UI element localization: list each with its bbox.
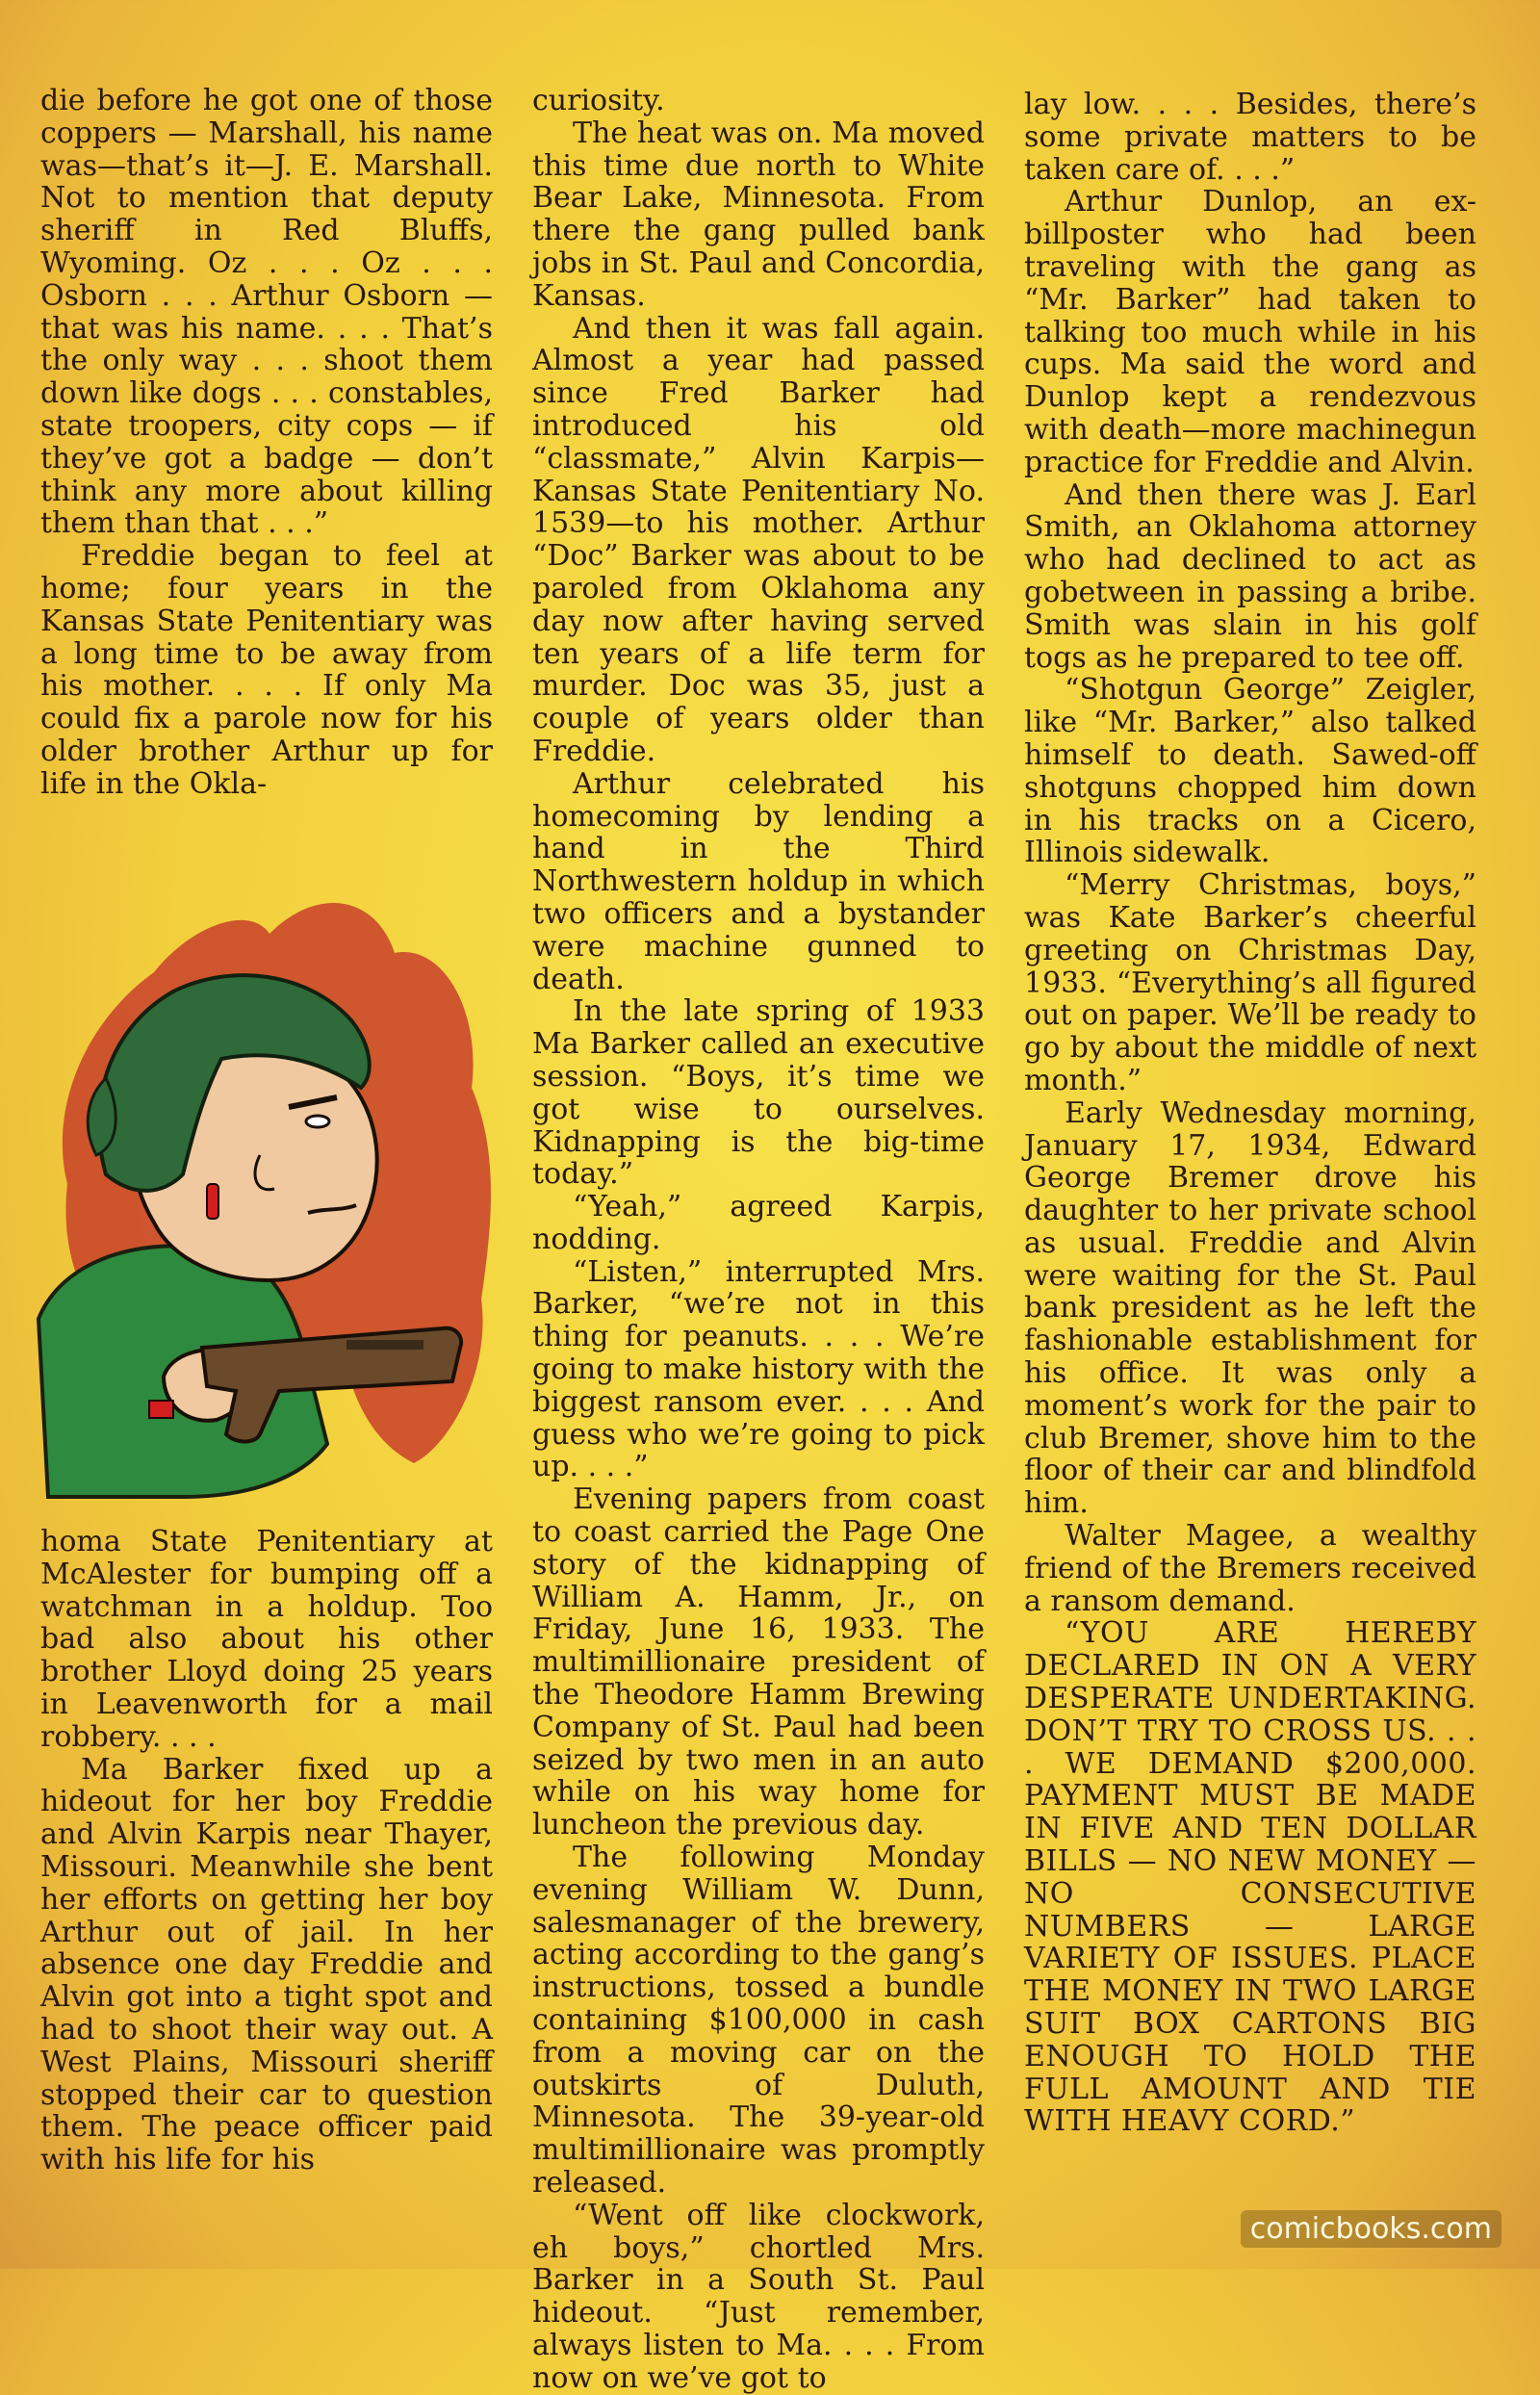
- article-column-3: [1024, 89, 1476, 2138]
- paragraph: Ma Barker fixed up a hideout for her boy Freddie and Alvin Karpis near Thayer, Missouri. Meanwhile she bent her efforts on getting her boy Arthur out of jail. In her absence one day Freddie and Alvin got into a tight spot and had to shoot their way out. A West Plains, Missouri sheriff stopped their car to question them. The peace officer paid with his life for his: [40, 1752, 493, 2177]
- article-column-2: [532, 85, 985, 2395]
- article-column-1-continued: [40, 1526, 493, 2176]
- paragraph: The heat was on. Ma moved this time due north to White Bear Lake, Minnesota. From there the gang pulled bank jobs in St. Paul and Concordia, Kansas.: [532, 116, 985, 313]
- paragraph: Arthur celebrated his homecoming by lending a hand in the Third Northwestern holdup in which two officers and a bystander were machine gunned to death.: [532, 766, 985, 996]
- paragraph: Early Wednesday morning, January 17, 1934, Edward George Bremer drove his daughter to her private school as usual. Freddie and Alvin were waiting for the St. Paul bank president as he left the fashionable establishment for his office. It was only a moment’s work for the pair to club Bremer, shove him to the floor of their car and blindfold him.: [1024, 1095, 1476, 1521]
- paragraph: Evening papers from coast to coast carried the Page One story of the kidnapping of William A. Hamm, Jr., on Friday, June 16, 1933. The multimillionaire president of the Theodore Hamm Brewing Company of St. Paul had been seized by two men in an auto while on his way home for luncheon the previous day.: [532, 1482, 985, 1842]
- paragraph: “Shotgun George” Zeigler, like “Mr. Barker,” also talked himself to death. Sawed-off shotguns chopped him down in his tracks on a Cicero, Illinois sidewalk.: [1024, 673, 1476, 870]
- ransom-note-paragraph: “YOU ARE HEREBY DECLARED IN ON A VERY DESPERATE UNDERTAKING. DON’T TRY TO CROSS US. . . . WE DEMAND $200,000. PAYMENT MUST BE MADE IN FIVE AND TEN DOLLAR BILLS — NO NEW MONEY — NO CONSECUTIVE NUMBERS — LARGE VARIETY OF ISSUES. PLACE THE MONEY IN TWO LARGE SUIT BOX CARTONS BIG ENOUGH TO HOLD THE FULL AMOUNT AND TIE WITH HEAVY CORD.”: [1024, 1616, 1476, 2139]
- paragraph: die before he got one of those coppers — Marshall, his name was—that’s it—J. E. Marshall. Not to mention that deputy sheriff in Red Bluffs, Wyoming. Oz . . . Oz . . . Osborn . . . Arthur Osborn — that was his name. . . . That’s the only way . . . shoot them down like dogs . . . constables, state troopers, city cops — if they’ve got a badge — don’t think any more about killing them than that . . .”: [40, 84, 493, 541]
- paragraph: Arthur Dunlop, an ex-billposter who had been traveling with the gang as “Mr. Barker” had taken to talking too much while in his cups. Ma said the word and Dunlop kept a rendezvous with death—more machinegun practice for Freddie and Alvin.: [1024, 185, 1476, 479]
- paragraph: Walter Magee, a wealthy friend of the Bremers received a ransom demand.: [1024, 1519, 1476, 1618]
- paragraph: curiosity.: [532, 84, 665, 117]
- paragraph: The following Monday evening William W. Dunn, salesmanager of the brewery, acting according to the gang’s instructions, tossed a bundle containing $100,000 in cash from a moving car on the outskirts of Duluth, Minnesota. The 39-year-old multimillionaire was promptly released.: [532, 1841, 985, 2200]
- paragraph: “Merry Christmas, boys,” was Kate Barker’s cheerful greeting on Christmas Day, 1933. “Everything’s all figured out on paper. We’ll be ready to go by about the middle of next month.”: [1024, 868, 1476, 1097]
- article-column-1: [40, 85, 493, 801]
- red-earring: [207, 1184, 218, 1219]
- paragraph: And then there was J. Earl Smith, an Oklahoma attorney who had declined to act as gobetween in passing a bribe. Smith was slain in his golf togs as he prepared to tee off.: [1024, 477, 1476, 675]
- paragraph: In the late spring of 1933 Ma Barker called an executive session. “Boys, it’s time we got wise to ourselves. Kidnapping is the big-time today.”: [532, 994, 985, 1192]
- paragraph: And then it was fall again. Almost a year had passed since Fred Barker had introduced his old “classmate,” Alvin Karpis—Kansas State Penitentiary No. 1539—to his mother. Arthur “Doc” Barker was about to be paroled from Oklahoma any day now after having served ten years of a life term for murder. Doc was 35, just a couple of years older than Freddie.: [532, 311, 985, 768]
- paragraph: homa State Penitentiary at McAlester for bumping off a watchman in a holdup. Too bad also about his other brother Lloyd doing 25 years in Leavenworth for a mail robbery. . . .: [40, 1525, 493, 1754]
- paragraph: lay low. . . . Besides, there’s some private matters to be taken care of. . . .”: [1024, 88, 1476, 187]
- paragraph: “Yeah,” agreed Karpis, nodding.: [532, 1190, 985, 1256]
- ma-barker-illustration: [29, 866, 510, 1502]
- watermark: comicbooks.com: [1241, 2210, 1502, 2248]
- paragraph: Freddie began to feel at home; four years in the Kansas State Penitentiary was a long time to be away from his mother. . . . If only Ma could fix a parole now for his older brother Arthur up for life in the Okla-: [40, 539, 493, 801]
- paragraph: “Listen,” interrupted Mrs. Barker, “we’re not in this thing for peanuts. . . . We’re going to make history with the biggest ransom ever. . . . And guess who we’re going to pick up. . . .”: [532, 1254, 985, 1484]
- paragraph: “Went off like clockwork, eh boys,” chortled Mrs. Barker in a South St. Paul hideout. “Just remember, always listen to Ma. . . . From now on we’ve got to: [532, 2198, 985, 2395]
